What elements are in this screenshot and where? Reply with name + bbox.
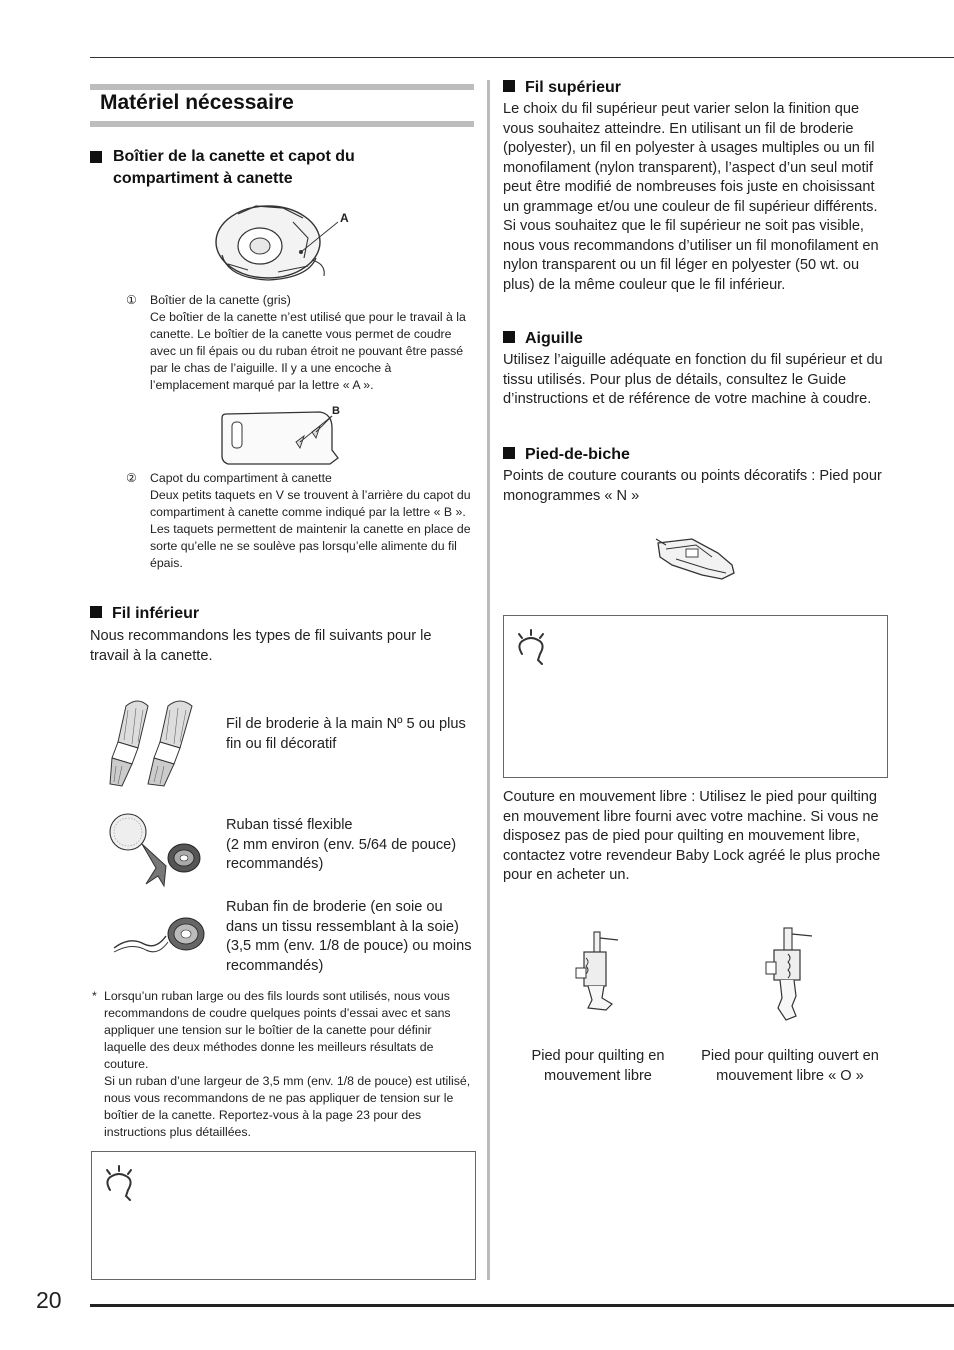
- section-title: Matériel nécessaire: [100, 91, 294, 114]
- top-rule: [90, 57, 954, 58]
- footnote-star: *: [92, 989, 97, 1003]
- needle-text: Utilisez l’aiguille adéquate en fonction du fil supérieur et du tissu utilisés. Pour plus de détails, consultez le Guide d’instructions et de référence de votre machine à coudre.: [503, 352, 883, 407]
- thread1-text: Fil de broderie à la main Nº 5 ou plus fin ou fil décoratif: [226, 716, 466, 752]
- section-title-banner: [90, 84, 474, 128]
- item2-marker: ②: [126, 471, 137, 485]
- monogram-foot-illustration: [652, 535, 738, 583]
- open-toe-foot-illustration: [762, 924, 818, 1024]
- bobbin-case-illustration: [208, 200, 358, 290]
- free-motion-text: Couture en mouvement libre : Utilisez le pied pour quilting en mouvement libre fourni avec votre machine. Si vous ne disposez pas de pied pour quilting en mouvement libre, contactez votre revendeur Baby Lock agréé le plus proche pour en acheter un.: [503, 789, 881, 883]
- note-box-right: [503, 615, 888, 778]
- lower-thread-text: Nous recommandons les types de fil suivants pour le travail à la canette.: [90, 628, 432, 664]
- item1-description: Boîtier de la canette (gris) Ce boîtier de la canette n’est utilisé que pour le travail à la canette. Le boîtier de la canette vous permet de coudre avec un fil épais ou du ruban étroit ne pouvant être passé par le chas de l’aiguille. Il y a une encoche à l’emplacement marqué par la lettre « A ».: [150, 293, 466, 392]
- free-motion-foot-illustration: [570, 928, 626, 1014]
- upper-thread-text: Le choix du fil supérieur peut varier selon la finition que vous souhaitez atteindre. En utilisant un fil de broderie (polyester), un fil en polyester à usages multiples ou un fil monofilament (nylon transparent), l’aspect d’un seul motif peut être modifié de nombreuses fois juste en choisissant un grammage et/ou une couleur de fil supérieur différents. Si vous souhaitez que le fil supérieur ne soit pas visible, nous vous recommandons d’utiliser un fil monofilament en nylon transparent ou un fil léger en polyester (50 wt. ou plus) de la même couleur que le fil inférieur.: [503, 101, 879, 293]
- item1-marker: ①: [126, 293, 137, 307]
- silk-ribbon-illustration: [110, 906, 210, 966]
- foot2-caption: Pied pour quilting ouvert en mouvement libre « O »: [701, 1048, 879, 1084]
- embroidery-floss-illustration: [108, 696, 208, 788]
- upper-thread-heading: Fil supérieur: [503, 77, 621, 99]
- footnote-text: Lorsqu’un ruban large ou des fils lourds sont utilisés, nous vous recommandons de coudre quelques points d’essai avec et sans appliquer une tension sur le boîtier de la canette pour définir laquelle des deux méthodes donne les meilleurs résultats de couture. Si un ruban d’une largeur de 3,5 mm (env. 1/8 de pouce) est utilisé, nous vous recommandons de ne pas appliquer de tension sur le boîtier de la canette. Reportez-vous à la page 23 pour des instructions plus détaillées.: [104, 989, 471, 1139]
- presser-foot-heading: Pied-de-biche: [503, 444, 630, 466]
- bottom-rule: [90, 1304, 954, 1307]
- label-b: B: [332, 405, 340, 417]
- presser-foot-text: Points de couture courants ou points décoratifs : Pied pour monogrammes « N »: [503, 468, 882, 504]
- needle-heading: Aiguille: [503, 328, 583, 350]
- page-number: 20: [36, 1287, 62, 1313]
- woven-ribbon-illustration: [106, 810, 206, 888]
- thread3-text: Ruban fin de broderie (en soie ou dans un tissu ressemblant à la soie) (3,5 mm (env. 1/8 de pouce) ou moins recommandés): [226, 899, 472, 974]
- label-a: A: [340, 211, 349, 225]
- note-lightbulb-icon: [102, 1164, 136, 1204]
- foot1-caption: Pied pour quilting en mouvement libre: [531, 1048, 665, 1084]
- note-box-left: [91, 1151, 476, 1280]
- bobbin-case-heading: Boîtier de la canette et capot du compartiment à canette: [90, 146, 420, 190]
- lower-thread-heading: Fil inférieur: [90, 603, 199, 625]
- note-lightbulb-icon: [514, 628, 548, 668]
- column-divider: [487, 80, 490, 1280]
- item2-description: Capot du compartiment à canette Deux petits taquets en V se trouvent à l’arrière du capot du compartiment à canette comme indiqué par la lettre « B ». Les taquets permettent de maintenir la canette en place de sorte qu’elle ne se soulève pas lorsqu’elle alimente du fil épais.: [150, 471, 471, 570]
- bobbin-cover-illustration: [220, 404, 350, 470]
- thread2-text: Ruban tissé flexible (2 mm environ (env. 5/64 de pouce) recommandés): [226, 817, 457, 872]
